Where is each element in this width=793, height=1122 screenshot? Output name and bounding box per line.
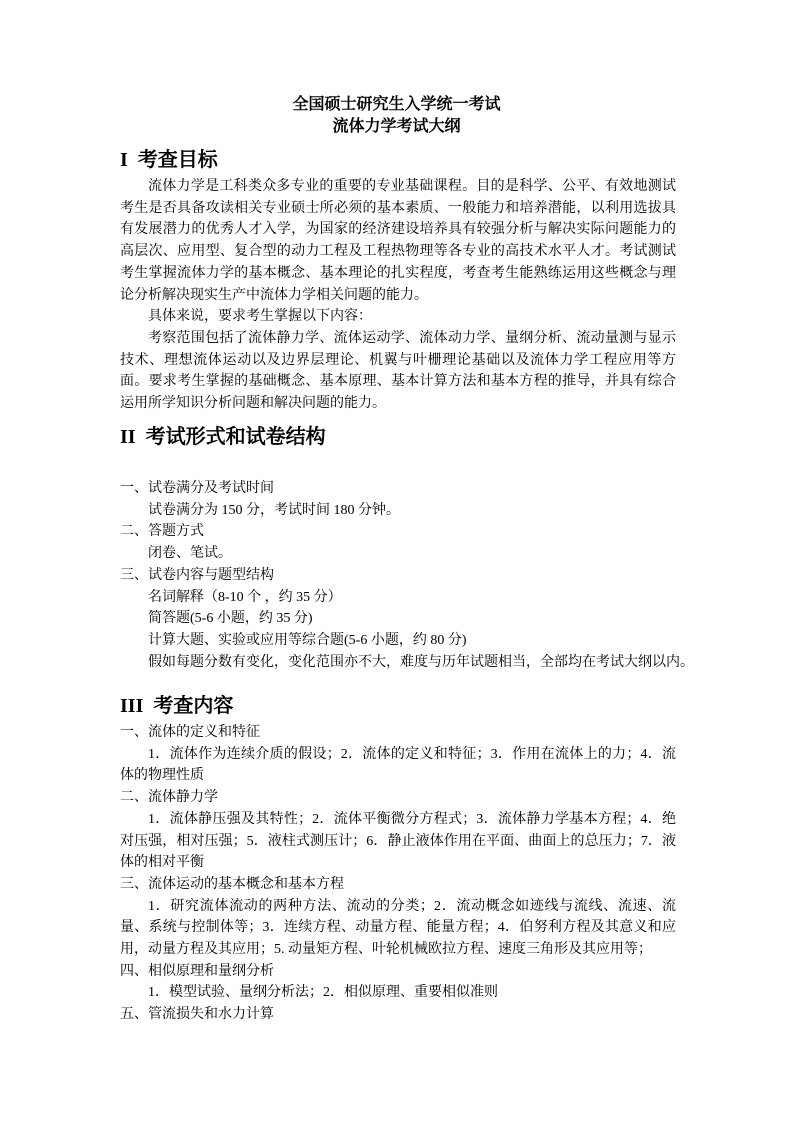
section-1 [120,147,676,415]
list-item-text: 假如每题分数有变化，变化范围亦不大，难度与历年试题相当，全部均在考试大纲以内。 [148,654,694,670]
list-item-text: 试卷满分为 150 分，考试时间 180 分钟。 [148,502,400,518]
list-item-text: 计算大题、实验或应用等综合题(5-6 小题，约 80 分) [148,632,467,648]
list-item-title: 二、答题方式 [120,524,204,540]
list-item-title: 三、流体运动的基本概念和基本方程 [120,876,344,892]
list-item-text: 名词解释（8-10 个 ，约 35 分） [148,589,342,605]
doc-title-line2: 流体力学考试大纲 [332,118,461,135]
section-2 [120,424,694,673]
list-item-title: 一、流体的定义和特征 [120,725,260,740]
section-1-paragraph: 流体力学是工科类众多专业的重要的专业基础课程。目的是科学、公平、有效地测试考生是否具备攻读相关专业硕士所必须的基本素质、一般能力和培养潜能，以利用选拔具有发展潜力的优秀人才入学，为国家的经济建设培养具有较强分析与解决实际问题能力的高层次、应用型、复合型的动力工程及工程热物理等各专业的高技术水平人才。考试测试考生掌握流体力学的基本概念、基本理论的扎实程度，考查考生能熟练运用这些概念与理论分析解决现实生产中流体力学相关问题的能力。 [120,179,676,303]
list-item-text: 1．研究流体流动的两种方法、流动的分类；2．流动概念如迹线与流线、流速、流量、系统与控制体等；3．连续方程、动量方程、能量方程；4．伯努利方程及其意义和应用，动量方程及其应用；5. 动量矩方程、叶轮机械欧拉方程、速度三角形及其应用等； [120,898,676,958]
section-3-heading: III 考查内容 [120,695,234,717]
section-1-heading: I 考查目标 [120,149,218,171]
list-item-text: 简答题(5-6 小题，约 35 分) [148,611,313,627]
section-1-paragraph: 考察范围包括了流体静力学、流体运动学、流体动力学、量纲分析、流动量测与显示技术、理想流体运动以及边界层理论、机翼与叶栅理论基础以及流体力学工程应用等方面。要求考生掌握的基础概念、基本原理、基本计算方法和基本方程的推导，并具有综合运用所学知识分析问题和解决问题的能力。 [120,330,676,412]
list-item-text: 1．模型试验、量纲分析法；2．相似原理、重要相似准则 [148,985,498,1001]
list-item-title: 二、流体静力学 [120,790,218,806]
section-3 [120,693,676,1026]
list-item-title: 四、相似原理和量纲分析 [120,963,274,979]
list-item-title: 一、试卷满分及考试时间 [120,481,274,496]
doc-title-line1: 全国硕士研究生入学统一考试 [292,96,501,113]
section-1-paragraph: 具体来说，要求考生掌握以下内容： [148,309,372,325]
list-item-text: 闭卷、笔试。 [148,546,232,562]
list-item-text: 1．流体静压强及其特性；2．流体平衡微分方程式；3．流体静力学基本方程；4．绝对压强，相对压强；5．液柱式测压计；6．静止液体作用在平面、曲面上的总压力；7．液体的相对平衡 [120,811,676,871]
list-item-title: 五、管流损失和水力计算 [120,1007,274,1023]
section-2-heading: II 考试形式和试卷结构 [120,426,326,448]
list-item-title: 三、试卷内容与题型结构 [120,567,274,583]
list-item-text: 1．流体作为连续介质的假设；2．流体的定义和特征；3．作用在流体上的力；4．流体的物理性质 [120,746,676,784]
